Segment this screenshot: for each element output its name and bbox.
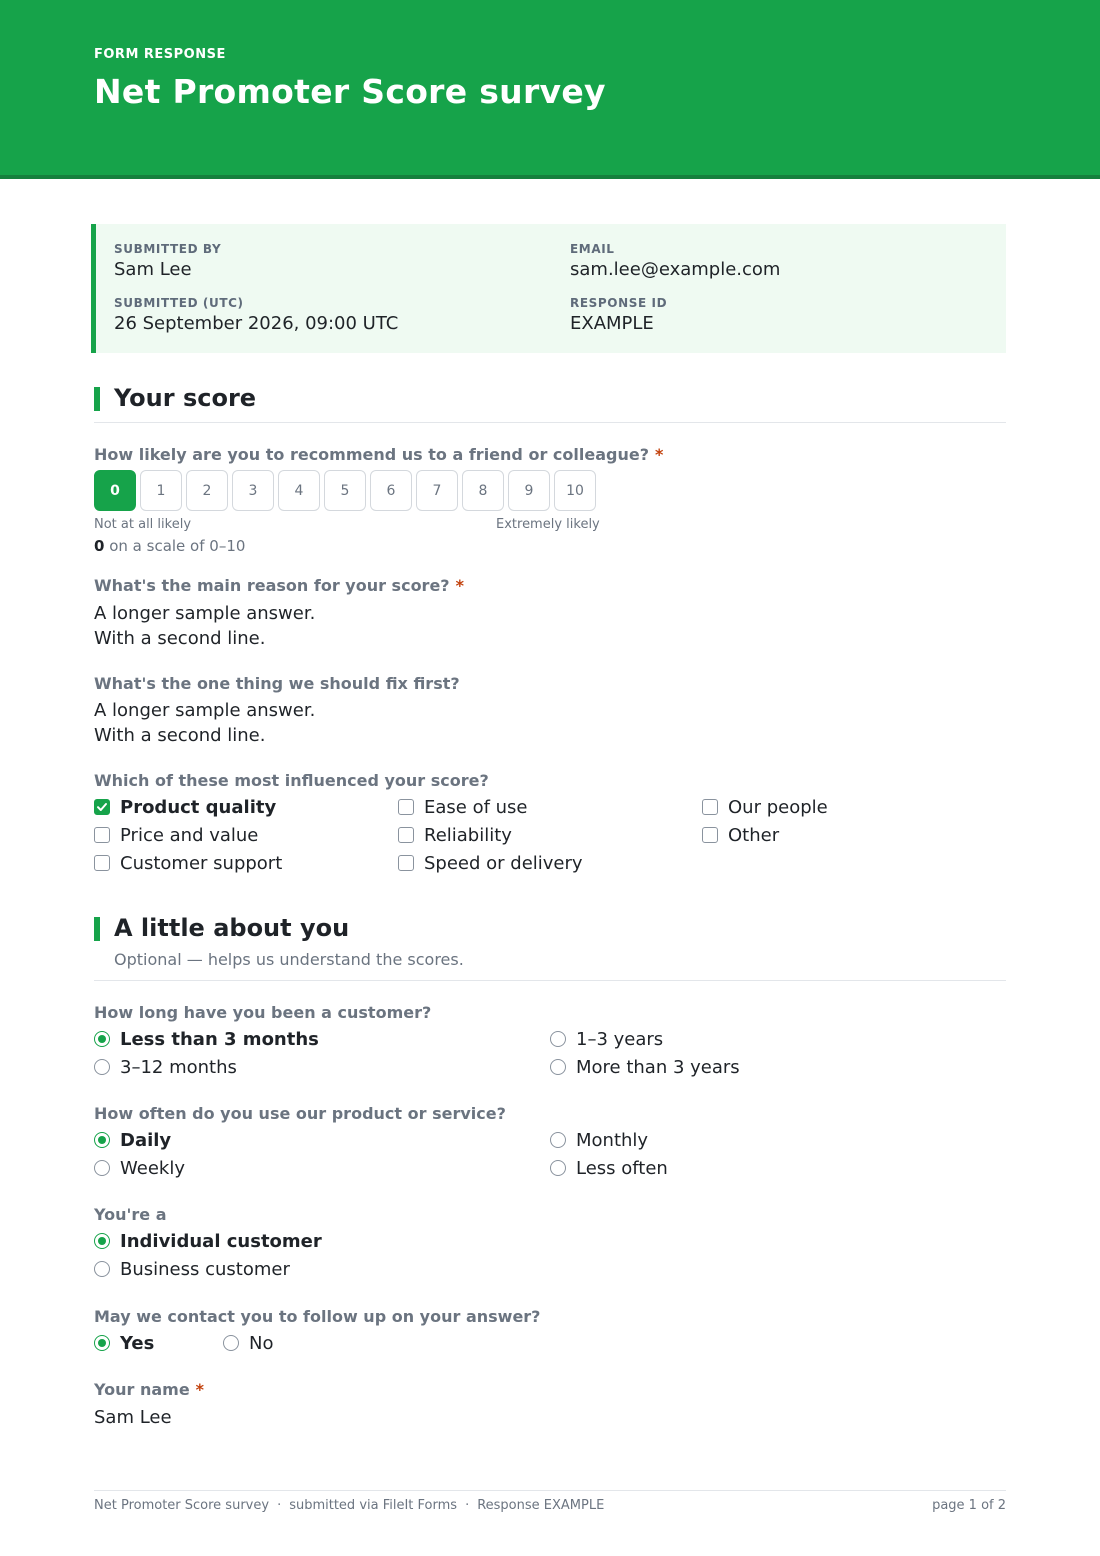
scale-option-4[interactable]: 4 <box>278 470 320 511</box>
scale-option-3[interactable]: 3 <box>232 470 274 511</box>
option-reliability[interactable] <box>398 823 512 847</box>
checkbox-checked-icon <box>94 799 110 815</box>
option-label: Business customer <box>120 1258 290 1280</box>
question-label: How long have you been a customer? <box>94 1003 432 1022</box>
scale-option-6[interactable]: 6 <box>370 470 412 511</box>
footer-response: Response EXAMPLE <box>477 1498 605 1513</box>
scale-option-2[interactable]: 2 <box>186 470 228 511</box>
option-speed-delivery[interactable] <box>398 851 583 875</box>
section-accent-bar <box>94 917 100 941</box>
option-price-value[interactable] <box>94 823 258 847</box>
question-influence <box>94 771 489 790</box>
option-less-than-3-months[interactable] <box>94 1027 319 1051</box>
option-monthly[interactable] <box>550 1128 648 1152</box>
section-subtitle: Optional — helps us understand the scores. <box>114 950 464 969</box>
required-marker: * <box>195 1380 205 1399</box>
option-yes[interactable] <box>94 1331 154 1355</box>
email-value: sam.lee@example.com <box>570 259 781 280</box>
scale-option-8[interactable]: 8 <box>462 470 504 511</box>
question-label: What's the one thing we should fix first? <box>94 674 460 693</box>
option-no[interactable] <box>223 1331 273 1355</box>
form-title: Net Promoter Score survey <box>94 72 606 111</box>
radio-selected-icon <box>94 1335 110 1351</box>
answer-fix-first: A longer sample answer. With a second line. <box>94 700 316 746</box>
scale-option-5[interactable]: 5 <box>324 470 366 511</box>
required-marker: * <box>654 445 664 464</box>
section-accent-bar <box>94 387 100 411</box>
option-label: Individual customer <box>120 1230 322 1252</box>
question-tenure <box>94 1003 431 1022</box>
checkbox-icon <box>398 855 414 871</box>
option-daily[interactable] <box>94 1128 171 1152</box>
option-label: Product quality <box>120 796 277 818</box>
footer-form-name: Net Promoter Score survey <box>94 1498 270 1513</box>
submitted-utc-label: SUBMITTED (UTC) <box>114 296 244 310</box>
checkbox-icon <box>702 827 718 843</box>
submitted-by-label: SUBMITTED BY <box>114 242 222 256</box>
answer-name: Sam Lee <box>94 1407 172 1428</box>
radio-icon <box>550 1059 566 1075</box>
scale-option-9[interactable]: 9 <box>508 470 550 511</box>
option-label: Less often <box>576 1157 668 1179</box>
option-label: Monthly <box>576 1129 649 1151</box>
option-3-12-months[interactable] <box>94 1055 237 1079</box>
submitted-utc-value: 26 September 2026, 09:00 UTC <box>114 313 399 334</box>
option-other[interactable] <box>702 823 779 847</box>
checkbox-icon <box>94 827 110 843</box>
option-label: Weekly <box>120 1157 185 1179</box>
section-title-about-you: A little about you <box>114 914 350 942</box>
option-business-customer[interactable] <box>94 1257 290 1281</box>
question-label: May we contact you to follow up on your answer? <box>94 1307 541 1326</box>
radio-selected-icon <box>94 1031 110 1047</box>
radio-selected-icon <box>94 1233 110 1249</box>
score-value: 0 <box>94 537 105 555</box>
radio-icon <box>550 1132 566 1148</box>
option-label: No <box>249 1332 274 1354</box>
option-less-often[interactable] <box>550 1156 668 1180</box>
radio-icon <box>223 1335 239 1351</box>
option-label: Yes <box>120 1332 155 1354</box>
scale-option-10[interactable]: 10 <box>554 470 596 511</box>
option-product-quality[interactable] <box>94 795 276 819</box>
scale-option-7[interactable]: 7 <box>416 470 458 511</box>
radio-icon <box>94 1261 110 1277</box>
email-label: EMAIL <box>570 242 615 256</box>
option-1-3-years[interactable] <box>550 1027 663 1051</box>
question-label: How often do you use our product or service? <box>94 1104 506 1123</box>
radio-icon <box>94 1160 110 1176</box>
form-header <box>0 0 1100 179</box>
required-marker: * <box>455 576 464 595</box>
checkbox-icon <box>94 855 110 871</box>
question-label: What's the main reason for your score? <box>94 576 450 595</box>
option-individual-customer[interactable] <box>94 1229 322 1253</box>
option-label: More than 3 years <box>576 1056 740 1078</box>
section-title-your-score: Your score <box>114 384 257 412</box>
question-label: Your name <box>94 1380 190 1399</box>
question-fix-first <box>94 674 460 693</box>
checkbox-icon <box>398 827 414 843</box>
footer-divider <box>94 1490 1006 1491</box>
radio-icon <box>550 1160 566 1176</box>
score-summary <box>94 537 245 555</box>
option-label: Reliability <box>424 824 512 846</box>
question-contact <box>94 1307 540 1326</box>
form-kicker: FORM RESPONSE <box>94 47 226 62</box>
question-label: How likely are you to recommend us to a friend or colleague? <box>94 445 649 464</box>
checkbox-icon <box>398 799 414 815</box>
option-label: Speed or delivery <box>424 852 583 874</box>
option-label: Our people <box>728 796 828 818</box>
option-label: Daily <box>120 1129 172 1151</box>
option-customer-support[interactable] <box>94 851 282 875</box>
scale-option-0[interactable]: 0 <box>94 470 136 511</box>
option-weekly[interactable] <box>94 1156 185 1180</box>
question-label: Which of these most influenced your score? <box>94 771 489 790</box>
submission-meta-panel <box>91 224 1006 353</box>
option-label: Ease of use <box>424 796 528 818</box>
option-more-than-3-years[interactable] <box>550 1055 740 1079</box>
submitted-by-value: Sam Lee <box>114 259 192 280</box>
question-label: You're a <box>94 1205 167 1224</box>
section-divider <box>94 422 1006 423</box>
option-label: Price and value <box>120 824 259 846</box>
option-ease-of-use[interactable] <box>398 795 528 819</box>
response-id-label: RESPONSE ID <box>570 296 668 310</box>
footer-separator: · <box>277 1498 282 1513</box>
radio-selected-icon <box>94 1132 110 1148</box>
option-our-people[interactable] <box>702 795 828 819</box>
footer-info <box>94 1498 604 1513</box>
radio-icon <box>550 1031 566 1047</box>
section-divider <box>94 980 1006 981</box>
option-label: 1–3 years <box>576 1028 664 1050</box>
option-label: Other <box>728 824 780 846</box>
score-suffix: on a scale of 0–10 <box>109 537 246 555</box>
question-reason <box>94 576 464 595</box>
response-id-value: EXAMPLE <box>570 313 654 334</box>
page-number: page 1 of 2 <box>932 1498 1006 1513</box>
option-label: 3–12 months <box>120 1056 237 1078</box>
option-label: Customer support <box>120 852 283 874</box>
scale-low-label: Not at all likely <box>94 517 192 532</box>
answer-reason: A longer sample answer. With a second line. <box>94 603 316 649</box>
question-frequency <box>94 1104 506 1123</box>
question-recommend <box>94 445 663 464</box>
footer-via: submitted via FileIt Forms <box>289 1498 458 1513</box>
question-customer-type <box>94 1205 167 1224</box>
option-label: Less than 3 months <box>120 1028 319 1050</box>
scale-option-1[interactable]: 1 <box>140 470 182 511</box>
scale-high-label: Extremely likely <box>496 517 600 532</box>
checkbox-icon <box>702 799 718 815</box>
footer-separator: · <box>465 1498 470 1513</box>
question-name <box>94 1380 204 1399</box>
radio-icon <box>94 1059 110 1075</box>
